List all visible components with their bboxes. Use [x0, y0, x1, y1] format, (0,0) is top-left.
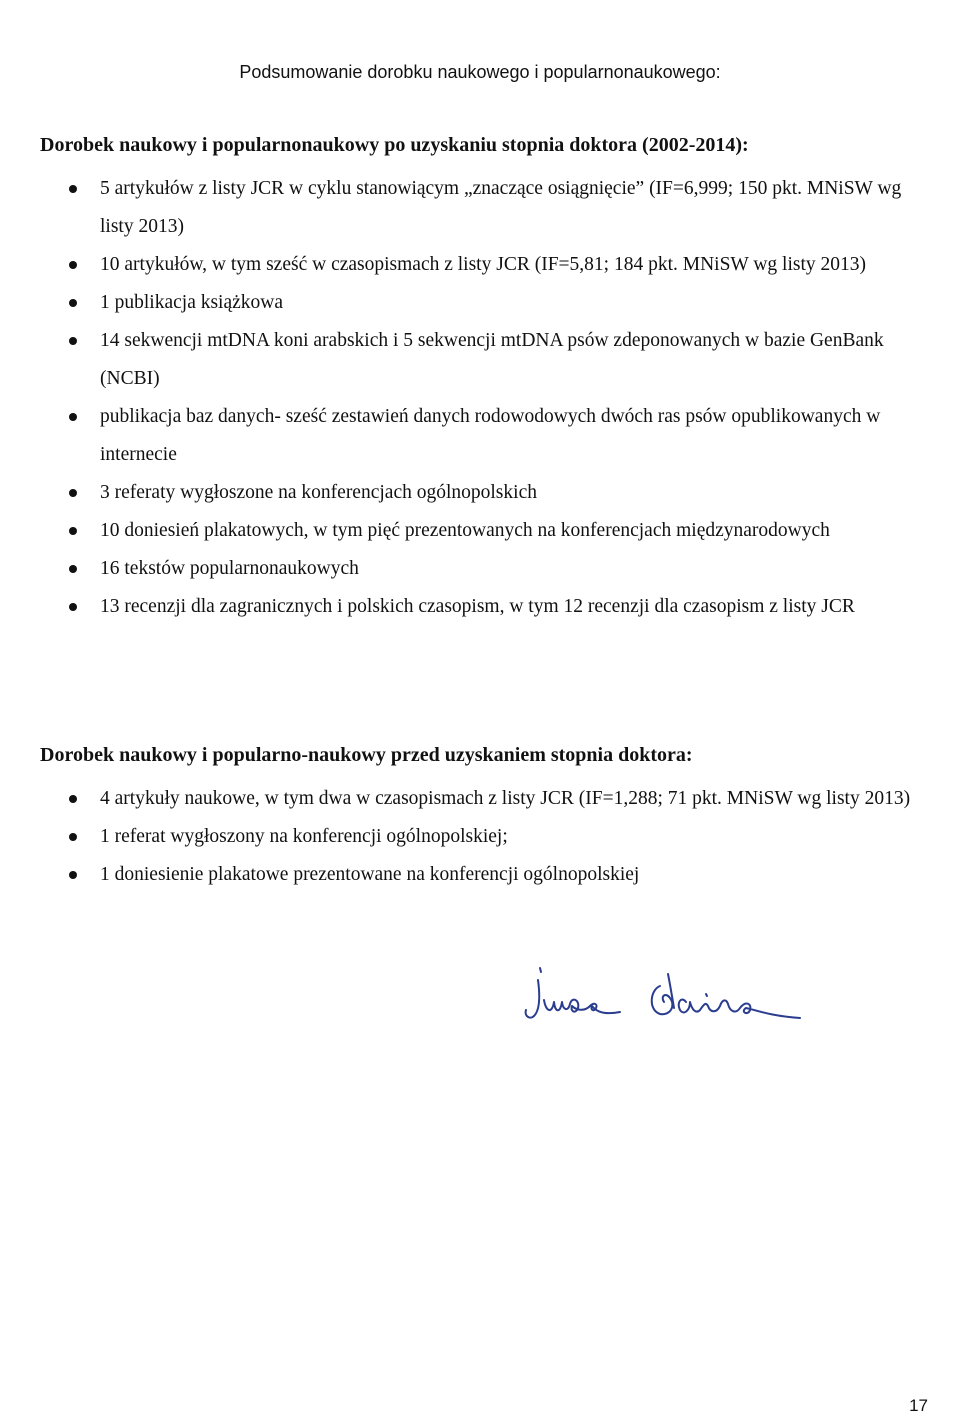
bullet-icon	[69, 261, 77, 269]
page-title: Podsumowanie dorobku naukowego i popularnonaukowego:	[239, 62, 721, 82]
bullet-icon	[69, 871, 77, 879]
bullet-icon	[69, 299, 77, 307]
list-item-text: 13 recenzji dla zagranicznych i polskich czasopism, w tym 12 recenzji dla czasopism z listy JCR	[100, 596, 855, 617]
list-item	[40, 170, 930, 246]
list-item	[40, 512, 930, 550]
bullet-icon	[69, 413, 77, 421]
bullet-icon	[69, 527, 77, 535]
bullet-icon	[69, 603, 77, 611]
section-after-doctorate	[40, 130, 930, 626]
bullet-icon	[69, 795, 77, 803]
list-item-text: 4 artykuły naukowe, w tym dwa w czasopismach z listy JCR (IF=1,288; 71 pkt. MNiSW wg listy 2013)	[100, 788, 911, 809]
bullet-icon	[69, 185, 77, 193]
bullet-icon	[69, 833, 77, 841]
list-item-text: 10 artykułów, w tym sześć w czasopismach z listy JCR (IF=5,81; 184 pkt. MNiSW wg listy 2013)	[100, 254, 867, 275]
list-item	[40, 780, 930, 818]
list-item-text: 10 doniesień plakatowych, w tym pięć prezentowanych na konferencjach międzynarodowych	[100, 520, 830, 541]
list-item-text: 14 sekwencji mtDNA koni arabskich i 5 sekwencji mtDNA psów zdeponowanych w bazie GenBank (NCBI)	[100, 330, 884, 389]
list-item	[40, 246, 930, 284]
achievement-list	[40, 170, 930, 626]
list-item-text: 5 artykułów z listy JCR w cyklu stanowiącym „znaczące osiągnięcie” (IF=6,999; 150 pkt. MNiSW wg listy 2013)	[100, 178, 902, 237]
list-item-text: 1 referat wygłoszony na konferencji ogólnopolskiej;	[100, 826, 508, 847]
list-item	[40, 284, 930, 322]
bullet-icon	[69, 489, 77, 497]
achievement-list	[40, 780, 930, 894]
bullet-icon	[69, 337, 77, 345]
list-item-text: 1 publikacja książkowa	[100, 292, 284, 313]
list-item	[40, 550, 930, 588]
bullet-icon	[69, 565, 77, 573]
list-item	[40, 398, 930, 474]
list-item	[40, 818, 930, 856]
list-item	[40, 474, 930, 512]
list-item-text: publikacja baz danych- sześć zestawień danych rodowodowych dwóch ras psów opublikowanych w internecie	[100, 406, 881, 465]
section-heading: Dorobek naukowy i popularnonaukowy po uzyskaniu stopnia doktora (2002-2014):	[40, 134, 749, 156]
section-before-doctorate	[40, 740, 930, 894]
page-number: 17	[909, 1396, 928, 1415]
list-item	[40, 856, 930, 894]
handwritten-signature	[500, 960, 830, 1030]
section-heading: Dorobek naukowy i popularno-naukowy przed uzyskaniem stopnia doktora:	[40, 744, 693, 766]
list-item-text: 1 doniesienie plakatowe prezentowane na konferencji ogólnopolskiej	[100, 864, 640, 885]
list-item	[40, 322, 930, 398]
list-item-text: 3 referaty wygłoszone na konferencjach ogólnopolskich	[100, 482, 537, 503]
list-item-text: 16 tekstów popularnonaukowych	[100, 558, 359, 579]
list-item	[40, 588, 930, 626]
